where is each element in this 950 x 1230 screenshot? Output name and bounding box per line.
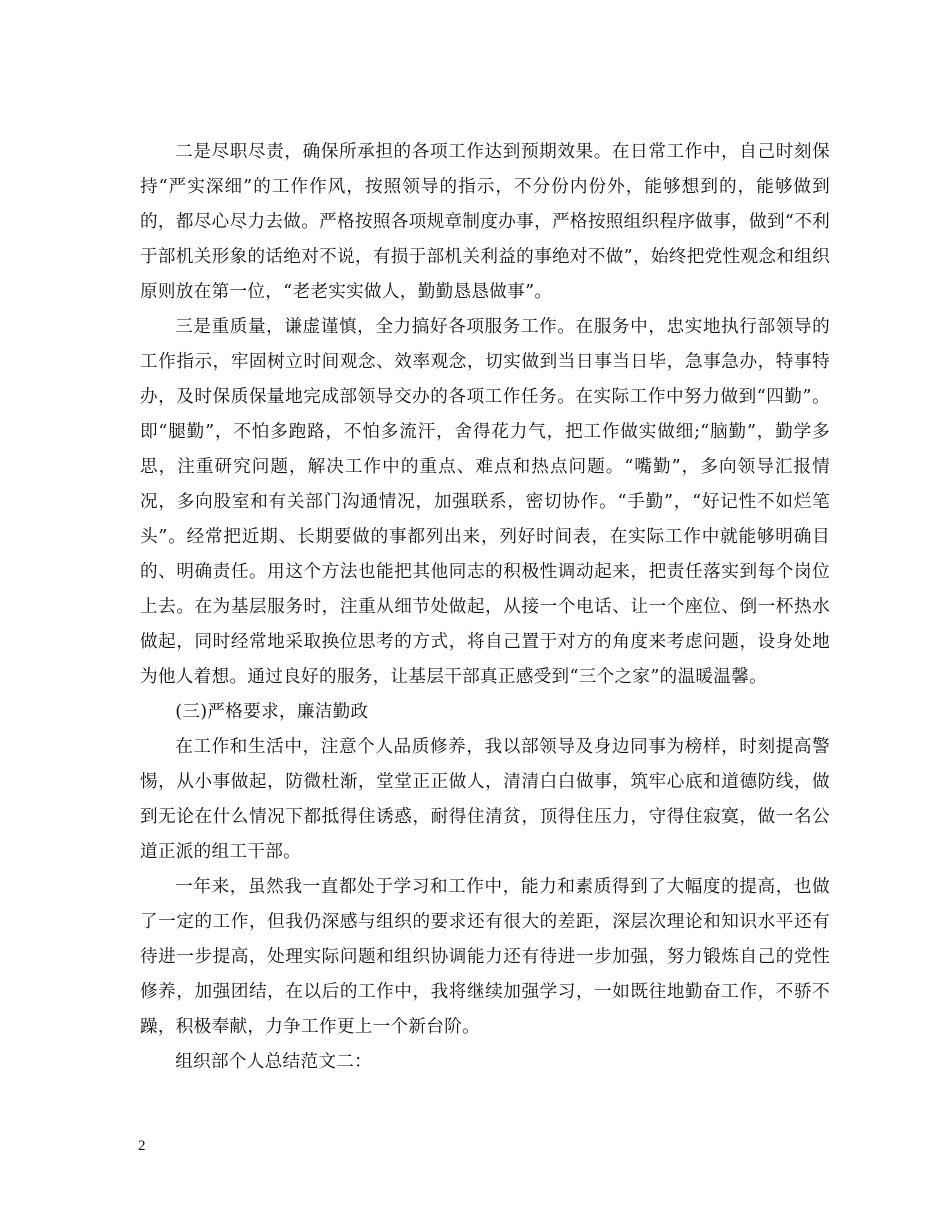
page-number: 2 [138,1138,146,1154]
paragraph-service-quality: 三是重质量，谦虚谨慎，全力搞好各项服务工作。在服务中，忠实地执行部领导的工作指示，牢固树立时间观念、效率观念，切实做到当日事当日毕，急事急办，特事特办，及时保质保量地完成部领导交办的各项工作任务。在实际工作中努力做到“四勤”。即“腿勤”，不怕多跑路，不怕多流汗，舍得花力气，把工作做实做细;“脑勤”，勤学多思，注重研究问题，解决工作中的重点、难点和热点问题。“嘴勤”，多向领导汇报情况，多向股室和有关部门沟通情况，加强联系，密切协作。“手勤”，“好记性不如烂笔头”。经常把近期、长期要做的事都列出来，列好时间表，在实际工作中就能够明确目的、明确责任。用这个方法也能把其他同志的积极性调动起来，把责任落实到每个岗位上去。在为基层服务时，注重从细节处做起，从接一个电话、让一个座位、倒一杯热水做起，同时经常地采取换位思考的方式，将自己置于对方的角度来考虑问题，设身处地为他人着想。通过良好的服务，让基层干部真正感受到“三个之家”的温暖温馨。 [140,317,830,687]
section-heading-integrity: (三)严格要求，廉洁勤政 [175,702,369,722]
paragraph-duty: 二是尽职尽责，确保所承担的各项工作达到预期效果。在日常工作中，自己时刻保持“严实深细”的工作作风，按照领导的指示，不分份内份外，能够想到的，能够做到的，都尽心尽力去做。严格按照各项规章制度办事，严格按照组织程序做事，做到“不利于部机关形象的话绝对不说，有损于部机关利益的事绝对不做”，始终把党性观念和组织原则放在第一位，“老老实实做人，勤勤恳恳做事”。 [140,142,830,302]
paragraph-integrity: 在工作和生活中，注意个人品质修养，我以部领导及身边同事为榜样，时刻提高警惕，从小事做起，防微杜渐，堂堂正正做人，清清白白做事，筑牢心底和道德防线，做到无论在什么情况下都抵得住诱惑，耐得住清贫，顶得住压力，守得住寂寞，做一名公道正派的组工干部。 [140,737,830,862]
paragraph-sample-two: 组织部个人总结范文二： [175,1052,373,1072]
document-body [140,135,830,1080]
paragraph-year-summary: 一年来，虽然我一直都处于学习和工作中，能力和素质得到了大幅度的提高，也做了一定的工作，但我仍深感与组织的要求还有很大的差距，深层次理论和知识水平还有待进一步提高，处理实际问题和组织协调能力还有待进一步加强，努力锻炼自己的党性修养，加强团结，在以后的工作中，我将继续加强学习，一如既往地勤奋工作，不骄不躁，积极奉献，力争工作更上一个新台阶。 [140,877,830,1037]
